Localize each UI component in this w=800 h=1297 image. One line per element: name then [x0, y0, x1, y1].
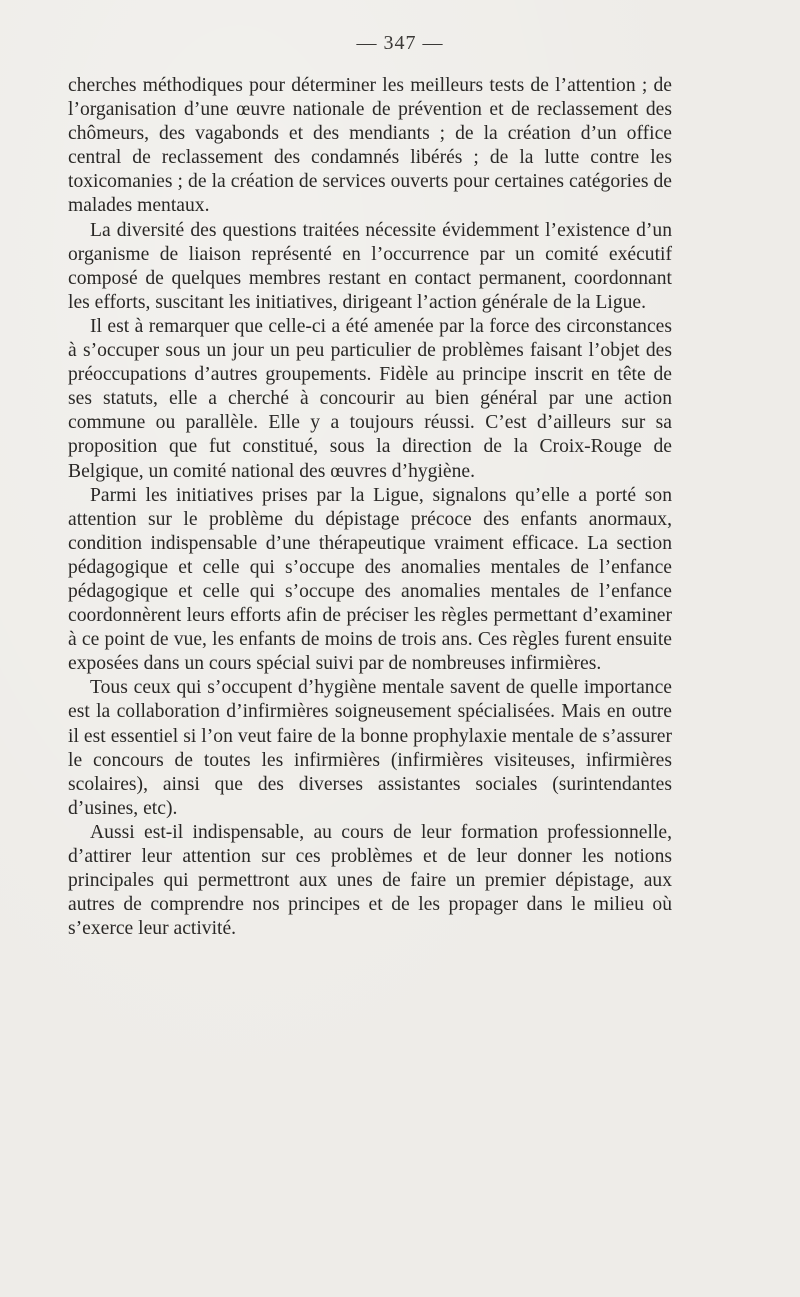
paragraph-1: cherches méthodiques pour déterminer les meilleurs tests de l’attention ; de l’organisation d’une œuvre nationale de prévention et de reclassement des chômeurs, des vagabonds et des mendiants ; de la création d’un office central de reclassement des condamnés libérés ; de la lutte contre les toxicomanies ; de la création de services ouverts pour certaines catégories de malades mentaux.	[68, 75, 672, 217]
body-text	[68, 74, 672, 941]
paragraph-3: Il est à remarquer que celle-ci a été amenée par la force des circonstances à s’occuper sous un jour un peu particulier de problèmes faisant l’objet des préoccupations d’autres groupements. Fidèle au principe inscrit en tête de ses statuts, elle a cherché à concourir au bien général par une action commune ou parallèle. Elle y a toujours réussi. C’est d’ailleurs sur sa proposition que fut constitué, sous la direction de la Croix-Rouge de Belgique, un comité national des œuvres d’hygiène.	[68, 315, 672, 482]
paragraph-5: Tous ceux qui s’occupent d’hygiène mentale savent de quelle importance est la collaboration d’infirmières soigneusement spécialisées. Mais en outre il est essentiel si l’on veut faire de la bonne prophylaxie mentale de s’assurer le concours de toutes les infirmières (infirmières visiteuses, infirmières scolaires), ainsi que des diverses assistantes sociales (surintendantes d’usines, etc).	[68, 677, 672, 819]
paragraph-4: Parmi les initiatives prises par la Ligue, signalons qu’elle a porté son attention sur le problème du dépistage précoce des enfants anormaux, condition indispensable d’une thérapeutique vraiment efficace. La section pédagogique et celle qui s’occupe des anomalies mentales de l’enfance pédagogique et celle qui s’occupe des anomalies mentales de l’enfance coordonnèrent leurs efforts afin de préciser les règles permettant d’examiner à ce point de vue, les enfants de moins de trois ans. Ces règles furent ensuite exposées dans un cours spécial suivi par de nombreuses infirmières.	[68, 484, 672, 675]
paragraph-6: Aussi est-il indispensable, au cours de leur formation professionnelle, d’attirer leur attention sur ces problèmes et de leur donner les notions principales qui permettront aux unes de faire un premier dépistage, aux autres de comprendre nos principes et de les propager dans le milieu où s’exerce leur activité.	[68, 821, 672, 940]
page-number: — 347 —	[356, 32, 444, 54]
paragraph-2: La diversité des questions traitées nécessite évidemment l’existence d’un organisme de liaison représenté en l’occurrence par un comité exécutif composé de quelques membres restant en contact permanent, coordonnant les efforts, suscitant les initiatives, dirigeant l’action générale de la Ligue.	[68, 219, 672, 313]
